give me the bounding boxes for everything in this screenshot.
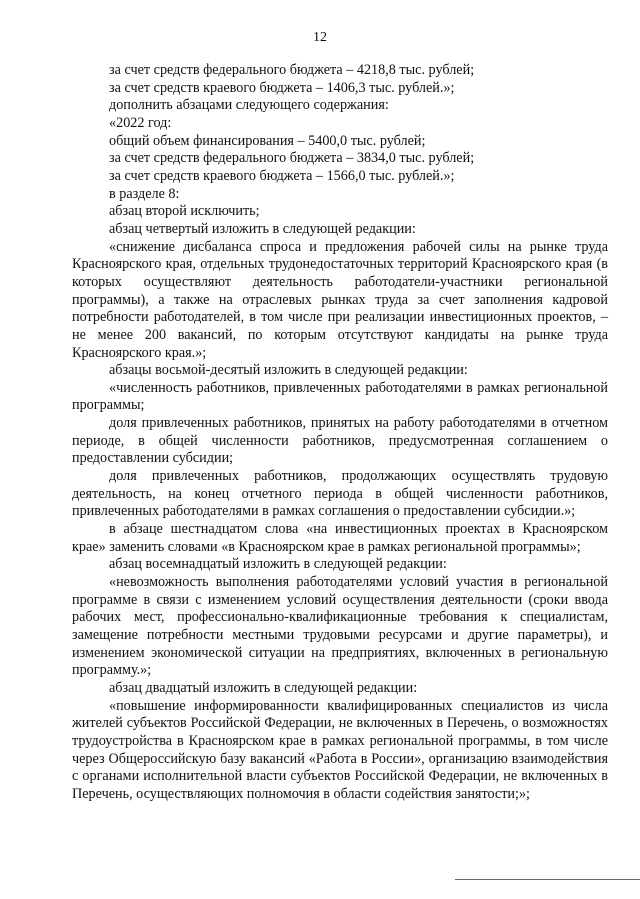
page-number: 12	[313, 30, 327, 45]
paragraph: в абзаце шестнадцатом слова «на инвестиционных проектах в Красноярском крае» заменить словами «в Красноярском крае в рамках региональной программы»;	[72, 521, 608, 555]
paragraph: «невозможность выполнения работодателями условий участия в региональной программе в связи с изменением условий осуществления деятельности (сроки ввода рабочих мест, профессионально-квалификационные требования к специалистам, замещение потребности местными трудовыми ресурсами и другие параметры), и изменением экономической ситуации на предприятиях, включенных в региональную программу.»;	[72, 574, 608, 679]
paragraph: доля привлеченных работников, продолжающих осуществлять трудовую деятельность, на конец отчетного периода в общей численности работников, привлеченных работодателями в рамках соглашения о предоставлении субсидии.»;	[72, 468, 608, 520]
paragraph: за счет средств федерального бюджета – 4218,8 тыс. рублей;	[109, 62, 475, 78]
scan-edge-line	[455, 879, 640, 880]
document-body	[72, 62, 608, 804]
paragraph: доля привлеченных работников, принятых на работу работодателями в отчетном периоде, в общей численности работников, предусмотренная соглашением о предоставлении субсидии;	[72, 415, 608, 467]
paragraph: за счет средств федерального бюджета – 3834,0 тыс. рублей;	[109, 150, 475, 167]
paragraph: абзац четвертый изложить в следующей редакции:	[109, 220, 416, 237]
paragraph: абзац второй исключить;	[109, 203, 260, 220]
paragraph: дополнить абзацами следующего содержания:	[109, 97, 389, 114]
paragraph: «численность работников, привлеченных работодателями в рамках региональной программы;	[72, 379, 608, 414]
paragraph: за счет средств краевого бюджета – 1406,3 тыс. рублей.»;	[109, 79, 455, 96]
paragraph: абзац восемнадцатый изложить в следующей редакции:	[109, 556, 447, 573]
paragraph: «повышение информированности квалифицированных специалистов из числа жителей субъектов Российской Федерации, не включенных в Перечень, о возможностях трудоустройства в Красноярском крае в рамках региональной программы, в том числе через Общероссийскую базу вакансий «Работа в России», организацию взаимодействия с органами исполнительной власти субъектов Российской Федерации, не включенных в Перечень, осуществляющих полномочия в области содействия занятости;»;	[72, 697, 608, 802]
paragraph: «2022 год:	[109, 114, 172, 131]
paragraph: «снижение дисбаланса спроса и предложения рабочей силы на рынке труда Красноярского края, отдельных трудонедостаточных территорий Красноярского края (в которых осуществляют деятельность работодатели-участники региональной программы), а также на отраслевых рынках труда за счет заполнения кадровой потребности работодателей, в том числе при реализации инвестиционных проектов, – не менее 200 вакансий, по которым отсутствуют кандидаты на рынке труда Красноярского края.»;	[72, 238, 608, 361]
paragraph: в разделе 8:	[109, 185, 180, 202]
paragraph: за счет средств краевого бюджета – 1566,0 тыс. рублей.»;	[109, 167, 455, 184]
paragraph: абзацы восьмой-десятый изложить в следующей редакции:	[109, 362, 468, 379]
paragraph: абзац двадцатый изложить в следующей редакции:	[109, 679, 418, 696]
paragraph: общий объем финансирования – 5400,0 тыс. рублей;	[109, 132, 426, 149]
